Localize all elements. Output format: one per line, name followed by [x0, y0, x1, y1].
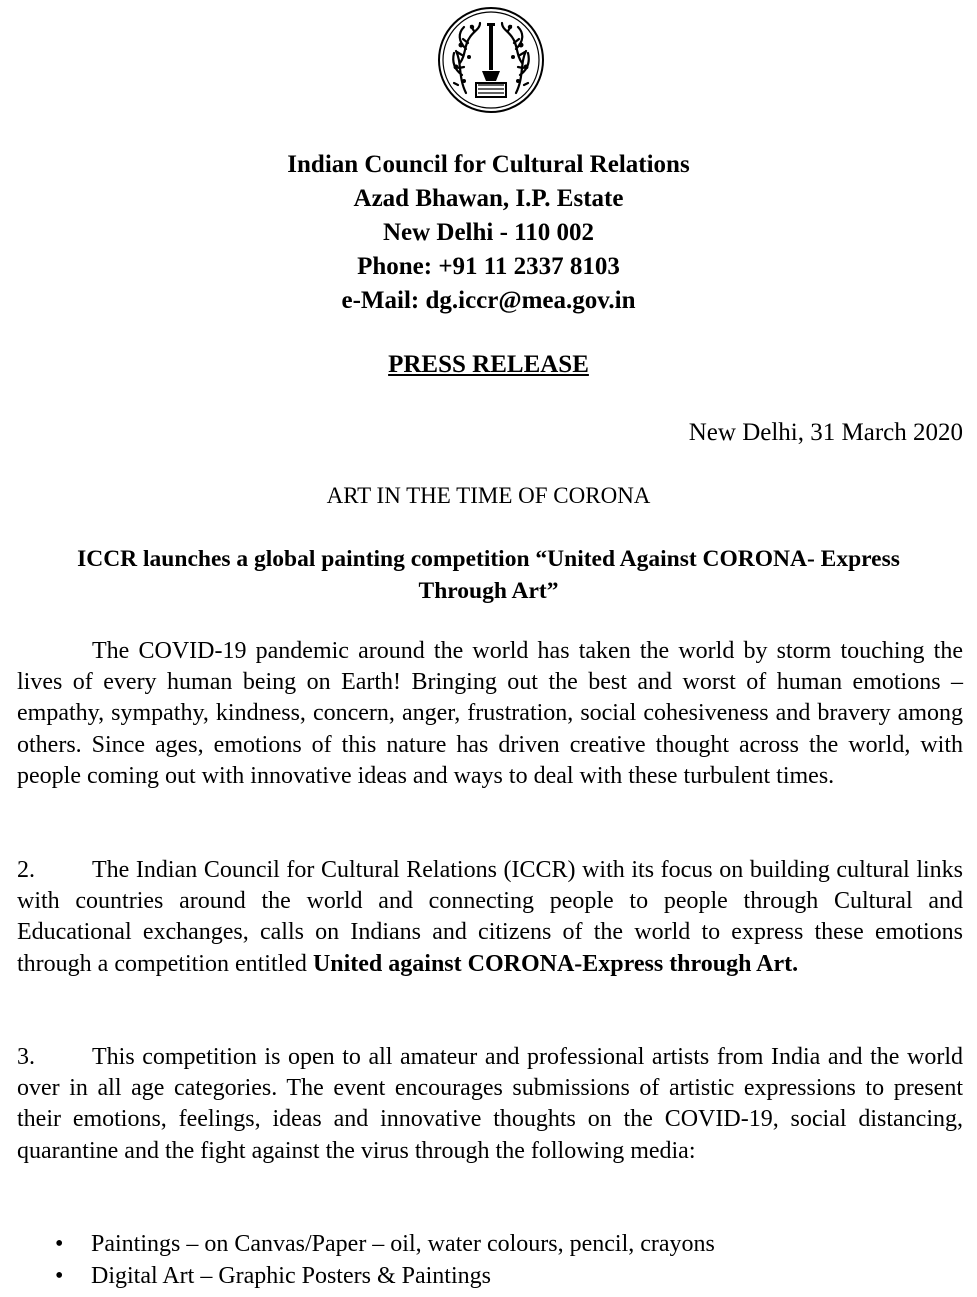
- org-email: e-Mail: dg.iccr@mea.gov.in: [341, 287, 636, 314]
- paragraph-2: [17, 855, 963, 980]
- paragraph-3: [17, 1042, 963, 1167]
- subject-heading: ART IN THE TIME OF CORONA: [326, 483, 651, 508]
- paragraph-1: [17, 636, 963, 792]
- bullet-icon: •: [55, 1231, 64, 1257]
- paragraph-1-text: The COVID-19 pandemic around the world has taken the world by storm touching the lives of every human being on Earth! Bringing out the best and worst of human emotions – empathy, sympathy, kindness, concern, anger, frustration, social cohesiveness and bravery among others. Since ages, emotions of this nature has driven creative thought across the world, with people coming out with innovative ideas and ways to deal with these turbulent times.: [17, 638, 963, 789]
- org-address: Azad Bhawan, I.P. Estate: [353, 185, 624, 212]
- org-phone: Phone: +91 11 2337 8103: [357, 253, 620, 280]
- paragraph-3-number: 3.: [17, 1044, 35, 1070]
- list-item: [17, 1261, 963, 1293]
- paragraph-2-bold-title: United against CORONA-Express through Art.: [312, 950, 799, 977]
- paragraph-2-text: The Indian Council for Cultural Relations (ICCR) with its focus on building cultural links with countries around the world and connecting people to people through Cultural and Educational exchanges, calls on Indians and citizens of the world to express these emotions through a competition entitled: [17, 857, 963, 977]
- dateline: New Delhi, 31 March 2020: [688, 419, 963, 446]
- list-item-text: Digital Art – Graphic Posters & Paintings: [91, 1262, 491, 1289]
- press-release-heading: PRESS RELEASE: [388, 351, 589, 378]
- media-list: [17, 1229, 963, 1292]
- iccr-emblem-logo: [436, 5, 546, 115]
- letterhead: [0, 148, 977, 318]
- list-item-text: Paintings – on Canvas/Paper – oil, water colours, pencil, crayons: [91, 1231, 715, 1257]
- bullet-icon: •: [55, 1262, 64, 1289]
- paragraph-2-number: 2.: [17, 857, 35, 883]
- list-item: [17, 1229, 963, 1261]
- org-city: New Delhi - 110 002: [382, 219, 595, 246]
- subtitle-heading: ICCR launches a global painting competition “United Against CORONA- Express Through Art”: [77, 546, 900, 604]
- paragraph-3-text: This competition is open to all amateur and professional artists from India and the world over in all age categories. The event encourages submissions of artistic expressions to present their emotions, feelings, ideas and innovative thoughts on the COVID-19, social distancing, quarantine and the fight against the virus through the following media:: [17, 1044, 963, 1164]
- org-name: Indian Council for Cultural Relations: [287, 151, 690, 178]
